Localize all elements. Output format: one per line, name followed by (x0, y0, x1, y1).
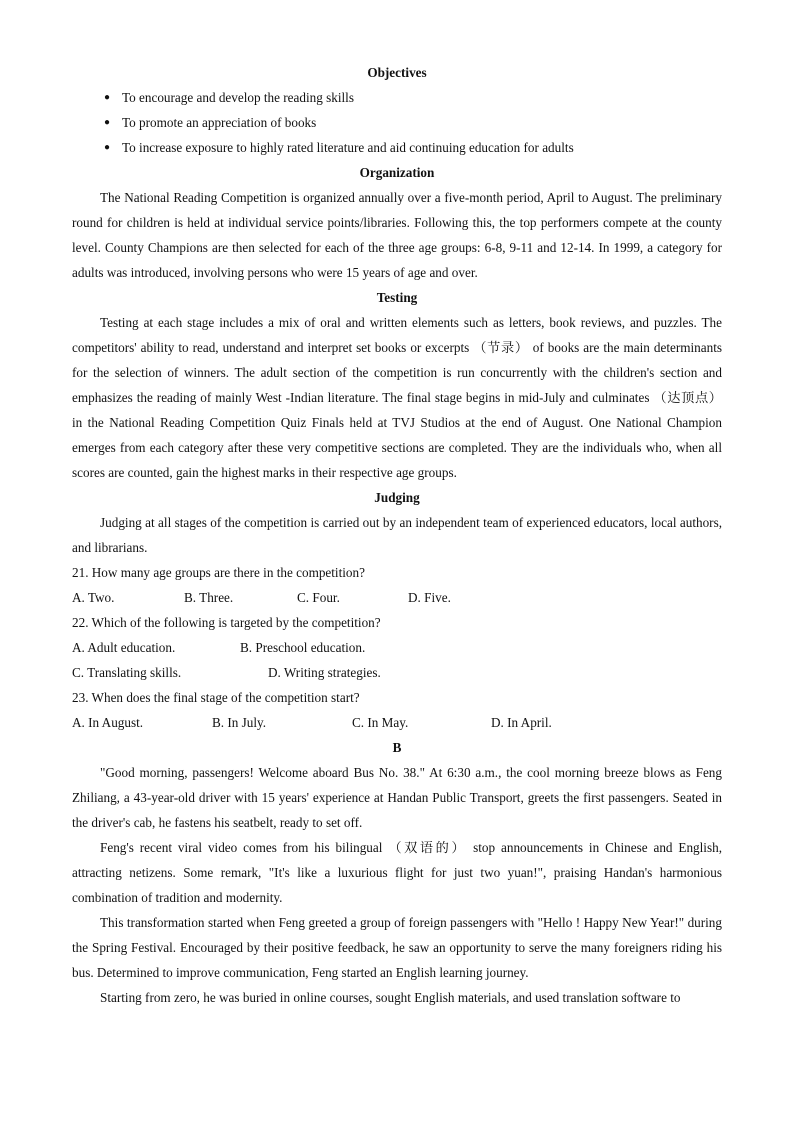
passage-b-paragraph: This transformation started when Feng greeted a group of foreign passengers with "Hello ! Happy New Year!" during the Spring Festival. Encouraged by their positive feedback, he saw an opportunity to serve the many foreigners riding his bus. Determined to improve communication, Feng started an English learning journey. (72, 915, 722, 980)
option-b: B. In July. (212, 715, 267, 730)
question-23 (72, 685, 722, 735)
option-c: C. Translating skills. (72, 665, 182, 680)
passage-b-paragraph: Starting from zero, he was buried in online courses, sought English materials, and used translation software to (100, 990, 681, 1005)
objectives-heading: Objectives (367, 65, 427, 80)
testing-paragraph: Testing at each stage includes a mix of oral and written elements such as letters, book reviews, and puzzles. The competitors' ability to read, understand and interpret set books or excerpts （节录） of books are the main determinants for the selection of winners. The adult section of the competition is run concurrently with the children's section and emphasizes the reading of mainly West -Indian literature. The final stage begins in mid-July and culminates （达顶点） in the National Reading Competition Quiz Finals held at TVJ Studios at the end of August. One National Champion emerges from each category after these very competitive sections are completed. They are the individuals who, when all scores are counted, gain the highest marks in their respective age groups. (72, 315, 722, 480)
organization-heading: Organization (359, 165, 435, 180)
judging-paragraph: Judging at all stages of the competition is carried out by an independent team of experienced educators, local authors, and librarians. (72, 515, 722, 555)
option-d: D. Writing strategies. (268, 665, 381, 680)
option-c: C. Four. (297, 590, 340, 605)
question-22 (72, 610, 722, 685)
bullet-icon: ● (104, 117, 111, 128)
passage-b-paragraph: "Good morning, passengers! Welcome aboard Bus No. 38." At 6:30 a.m., the cool morning breeze blows as Feng Zhiliang, a 43-year-old driver with 15 years' experience at Handan Public Transport, greets the first passengers. Seated in the driver's cab, he fastens his seatbelt, ready to set off. (72, 765, 722, 830)
question-21 (72, 560, 722, 610)
option-b: B. Preschool education. (240, 640, 366, 655)
option-a: A. Adult education. (72, 640, 176, 655)
options-row (72, 585, 722, 610)
passage-b-heading: B (392, 740, 402, 755)
objective-text: To increase exposure to highly rated literature and aid continuing education for adults (122, 140, 574, 155)
option-c: C. In May. (352, 715, 409, 730)
question-stem: 21. How many age groups are there in the competition? (72, 565, 365, 580)
objective-text: To promote an appreciation of books (122, 115, 317, 130)
options-row (72, 660, 722, 685)
list-item (72, 110, 722, 135)
passage-b-paragraph: Feng's recent viral video comes from his bilingual （双语的） stop announcements in Chinese and English, attracting netizens. Some remark, "It's like a luxurious flight for just two yuan!", praising Handan's harmonious combination of tradition and modernity. (72, 840, 722, 905)
exam-page (72, 60, 722, 1010)
testing-heading: Testing (376, 290, 418, 305)
objective-text: To encourage and develop the reading skills (122, 90, 354, 105)
options-row (72, 635, 722, 660)
question-stem: 22. Which of the following is targeted by the competition? (72, 615, 381, 630)
option-d: D. In April. (491, 715, 552, 730)
question-stem: 23. When does the final stage of the competition start? (72, 690, 360, 705)
option-d: D. Five. (408, 590, 451, 605)
options-row (72, 710, 722, 735)
judging-heading: Judging (374, 490, 420, 505)
option-b: B. Three. (184, 590, 234, 605)
objectives-list (72, 85, 722, 160)
option-a: A. Two. (72, 590, 115, 605)
organization-paragraph: The National Reading Competition is organized annually over a five-month period, April to August. The preliminary round for children is held at individual service points/libraries. Following this, the top performers compete at the county level. County Champions are then selected for each of the three age groups: 6-8, 9-11 and 12-14. In 1999, a category for adults was introduced, involving persons who were 15 years of age and over. (72, 190, 722, 280)
list-item (72, 85, 722, 110)
bullet-icon: ● (104, 142, 111, 153)
bullet-icon: ● (104, 92, 111, 103)
option-a: A. In August. (72, 715, 144, 730)
list-item (72, 135, 722, 160)
